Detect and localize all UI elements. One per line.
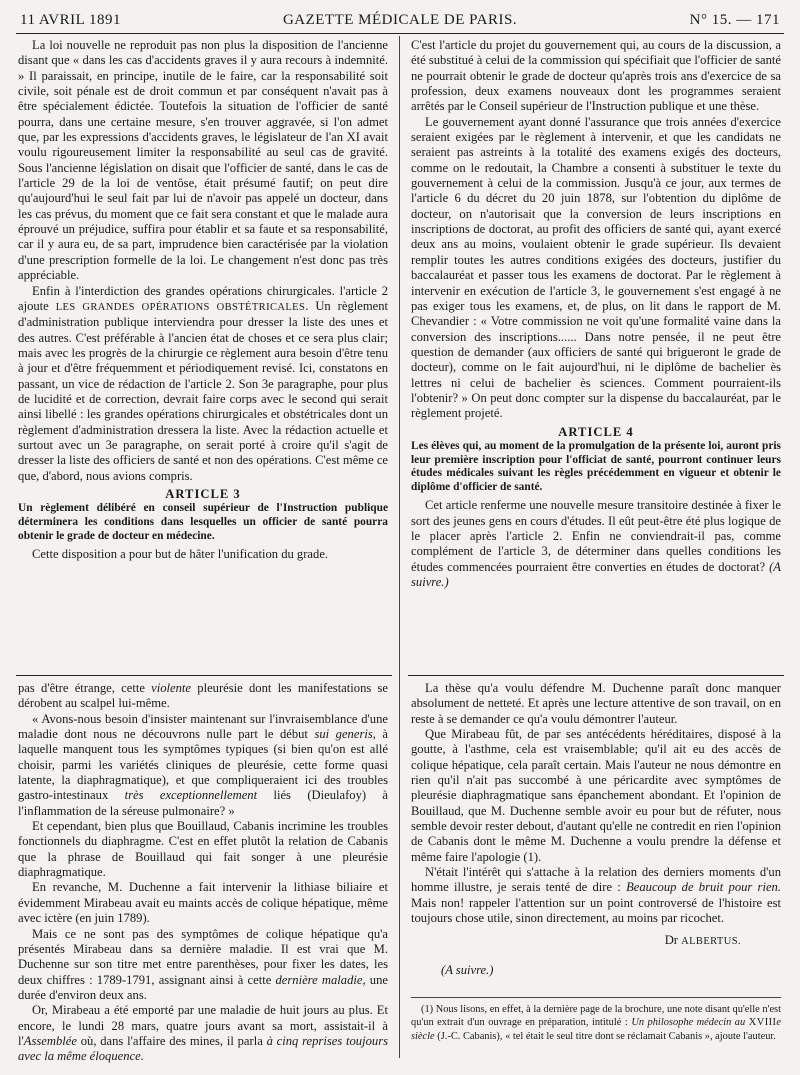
italic-text: dernière maladie: [275, 972, 363, 987]
text-run: pas d'être étrange, cette: [18, 681, 145, 695]
page-header: [18, 6, 782, 32]
signature: [411, 933, 781, 949]
text-run: Cet article renferme une nouvelle mesure transitoire destinée à fixer le sort des jeunes gens en cours d'études. Il eût peut-être été plus logique de le placer après l'article 2. Enfin ne conviendrait-il pas, comme complément de l'article 3, de déterminer dans quelles conditions les études commencées pourraient être converties en études de doctorat?: [411, 498, 781, 574]
text-run: pleurésie dont les manifestations se dérobent au scalpel lui-même.: [18, 681, 388, 711]
column-separator: [399, 36, 400, 1058]
to-be-continued: (A suivre.): [411, 559, 781, 590]
header-page-number: N° 15. — 171: [689, 12, 780, 28]
text-run: (1) Nous lisons, en effet, à la dernière page de la brochure, une note disant qu'elle n'est qu'un extrait d'un ouvrage en préparation, intitulé :: [411, 1004, 781, 1029]
paragraph: Le gouvernement ayant donné l'assurance que trois années d'exercice seraient exigées par le règlement à intervenir, et que les candidats ne seraient pas astreints à la totalité des examens exigés des docteurs, comme on le redoutait, la Chambre a consenti à substituer le texte du gouvernement à celui de la commission. Jusqu'à ce jour, aux termes de l'article 6 du décret du 20 juin 1878, sur l'obtention du diplôme de docteur, on n'autorisait que la conversion de leurs inscriptions en inscriptions de doctorat, au profit des officiers de santé qui, ayant exercé deux ans au moins, voulaient obtenir le grade supérieur. Ils devaient remplir toutes les autres conditions exigées des docteurs, justifier du baccalauréat et passer tous les examens de doctorat. Par le règlement à intervenir en exécution de l'article 3, le gouvernement s'est engagé à ne pas exiger tous les examens, et, de plus, on lit dans le rapport de M. Chevandier : « Votre commission ne voit qu'une formalité vaine dans la conversion des inscriptions...... Dans notre pensée, il ne peut être question de demander (aux officiers de santé qui brigueront le grade de docteur), comme on le fait aujourd'hui, ni le diplôme de bachelier ès lettres ni celui de bachelier ès sciences. Comment pourraient-ils l'obtenir? » On peut donc compter sur la dispense du baccalauréat, par le règlement projeté.: [411, 114, 781, 421]
paragraph: [18, 681, 388, 712]
text-run: . Un règlement d'administration publique interviendra pour dresser la liste des unes et des autres. C'est préférable à l'ancien état de choses et ce sera plus clair; mais avec les progrès de la chirurgie ce règlement aura besoin d'être tenu à jour et d'être fréquemment et périodiquement revisé. Ici, constatons en passant, un vice de rédaction de l'article 2. Son 3e paragraphe, pour plus de lucidité et de correction, devrait faire corps avec le second qui serait ainsi libellé : les grandes opérations chirurgicales et obstétricales dont un règlement d'administration dressera la liste. Avec la rédaction actuelle et surtout avec un 3e paragraphe, on serait porté à croire qu'il s'agit de dresser la liste des officiers de santé et non des opérations. C'est même ce que, d'abord, nous avions compris.: [18, 298, 388, 483]
text-run: Mais non! rappeler l'attention sur un point controversé de l'histoire est toujours chose utile, sinon directement, au moins par ricochet.: [411, 895, 781, 926]
text-run: Enfin à l'interdiction des grandes opérations chirurgicales. l'article 2 ajoute: [18, 283, 388, 313]
paragraph: C'est l'article du projet du gouvernement qui, au cours de la discussion, a été substitué à celui de la commission qui spécifiait que l'officier de santé ne pourrait obtenir le grade de docteur qu'après trois ans d'exercice de sa profession, deux examens nouveaux dont les programmes seraient arrêtés par le Conseil supérieur de l'Instruction publique et une thèse.: [411, 38, 781, 114]
text-run: où, dans l'affaire des mines, il parla: [80, 1033, 263, 1048]
paragraph: [18, 284, 388, 484]
text-run: , une durée d'environ deux ans.: [18, 972, 388, 1002]
footnote-text: [411, 1003, 781, 1043]
text-run: Or, Mirabeau a été emporté par une maladie de huit jours au plus. Et encore, le lundi 28 mars, quatre jours avant sa mort, assistait-il à l': [18, 1003, 388, 1048]
upper-right-column: [411, 38, 781, 674]
text-run: (J.-C. Cabanis), « tel était le seul titre dont se réclamait Cabanis », ajoute l'auteur.: [437, 1030, 776, 1042]
paragraph: [411, 865, 781, 926]
text-run: liés (Dieulafoy) à l'inflammation de la séreuse pulmonaire? »: [18, 788, 388, 818]
italic-text: (A suivre.): [441, 962, 494, 977]
text-run: , à laquelle manquent tous les symptômes typiques (si bien qu'on est allé choisir, parmi les variétés cliniques de pleurésie, cette forme quasi latente, la diaphragmatique), et que compliqueraient ici des troubles gastro-intestinaux: [18, 727, 388, 803]
article-4-title: ARTICLE 4: [558, 424, 634, 439]
small-caps-text: XVIII: [748, 1017, 777, 1029]
italic-text: Un philosophe médecin au: [631, 1017, 746, 1029]
article-3-text: Un règlement délibéré en conseil supérieur de l'Instruction publique déterminera les conditions dans lesquelles un officier de santé pourra obtenir le grade de docteur en médecine.: [18, 502, 388, 542]
footnote-rule: [411, 997, 781, 998]
to-be-continued: [411, 963, 781, 978]
paragraph: [18, 712, 388, 819]
italic-text: Assemblée: [23, 1033, 77, 1048]
header-rule: [16, 33, 784, 34]
signature-name: ALBERTUS.: [681, 935, 741, 947]
text-run: Mais ce ne sont pas des symptômes de colique hépatique qu'a présentés Mirabeau dans sa dernière maladie. Il est vrai que M. Duchenne sur son titre met entre parenthèses, pour fixer les dates, les deux chiffres : 1789-1791, assignant ainsi à cette: [18, 926, 388, 987]
paragraph: La thèse qu'a voulu défendre M. Duchenne paraît donc manquer absolument de netteté. Et après une lecture attentive de son travail, on en reste à se demander ce qu'a voulu démontrer l'auteur.: [411, 681, 781, 726]
paragraph: Que Mirabeau fût, de par ses antécédents héréditaires, disposé à la goutte, à l'asthme, cela est vraisemblable; qu'il ait eu des accès de colique hépatique, cela paraît certain. Mais l'auteur ne nous démontre en rien qu'il n'ait pas succombé à une péricardite avec symptômes de pleurésie diaphragmatique sans épanchement abondant. Et l'opinion de Bouillaud, que M. Duchenne semble avoir eu pour but de réfuter, nous semble devoir rester debout, d'autant qu'elle ne contredit en rien l'opinion de Cabanis dont le même M. Duchenne a voulu prendre la défense et même faire l'apologie (1).: [411, 727, 781, 864]
header-date: 11 AVRIL 1891: [20, 12, 121, 28]
upper-left-column: [18, 38, 388, 674]
italic-text: Beaucoup de bruit pour rien.: [626, 880, 781, 895]
small-caps-text: LES GRANDES OPÉRATIONS OBSTÉTRICALES: [55, 301, 306, 313]
italic-text: sui generis: [314, 727, 373, 742]
text-run: N'était l'intérêt qui s'attache à la relation des derniers moments d'un homme illustre, je serais tenté de dire :: [411, 865, 781, 895]
paragraph: Cette disposition a pour but de hâter l'unification du grade.: [32, 547, 329, 562]
paragraph: Et cependant, bien plus que Bouillaud, Cabanis incrimine les troubles fonctionnels du diaphragme. C'est en effet plutôt la relation de Cabanis que la phrase de Bouillaud qui fait songer à une pleurésie diaphragmatique.: [18, 819, 388, 880]
italic-text: très exceptionnellement: [124, 788, 258, 803]
lower-right-column: [411, 681, 781, 993]
text-run: « Avons-nous besoin d'insister maintenant sur l'invraisemblance d'une maladie dont nous ne découvrons nulle part le début: [18, 711, 388, 742]
italic-text: e siècle: [411, 1017, 782, 1042]
signature-prefix: Dr: [664, 932, 678, 947]
header-title: GAZETTE MÉDICALE DE PARIS.: [282, 12, 518, 28]
footnote: [411, 1003, 781, 1043]
article-3-title: ARTICLE 3: [165, 486, 241, 501]
italic-text: à cinq reprises toujours avec la même éloquence.: [18, 1033, 388, 1064]
section-rule-left: [16, 675, 392, 676]
lower-left-column: [18, 681, 388, 1069]
article-4-text: Les élèves qui, au moment de la promulgation de la présente loi, auront pris leur première inscription pour l'officiat de santé, pourront continuer leurs études médicales suivant les règles précédemment en vigueur et obtenir le diplôme d'officier de santé.: [411, 439, 781, 493]
paragraph: [18, 1003, 388, 1064]
paragraph: La loi nouvelle ne reproduit pas non plus la disposition de l'ancienne disant que « dans les cas d'accidents graves il y aura recours à indemnité. » Il paraissait, en principe, inutile de le faire, car la responsabilité soit civile, soit pénale est de droit commun et par conséquent n'avait pas à être spécialement édictée. Toutefois la situation de l'officier de santé pourra, dans une certaine mesure, s'en trouver aggravée, si l'on admet que, par les expressions d'accidents graves, le législateur de l'an XI avait voulu rigoureusement limiter la responsabilité au seul cas de gravité. Sous l'ancienne législation on disait que l'officier de santé, dans le cas de l'article 29 de la loi de ventôse, était présumé fautif; on peut dire qu'aujourd'hui le seul fait par lui de n'avoir pas appelé un docteur, dans les cas prévus, du moment que ce fait sera constant et que le malade aura éprouvé un préjudice, suffira pour établir et sa faute et sa responsabilité, car il y aura eu, de sa part, imprudence bien caractérisée par la violation d'une prescription formelle de la loi. Le changement n'est donc pas très appréciable.: [18, 38, 388, 283]
paragraph: [411, 498, 781, 590]
italic-text: violente: [151, 681, 192, 695]
section-rule-right: [408, 675, 784, 676]
paragraph: En revanche, M. Duchenne a fait intervenir la lithiase biliaire et évidemment Mirabeau avait eu maints accès de colique hépatique, même avec ictère (en juin 1789).: [18, 880, 388, 926]
paragraph: [18, 927, 388, 1004]
